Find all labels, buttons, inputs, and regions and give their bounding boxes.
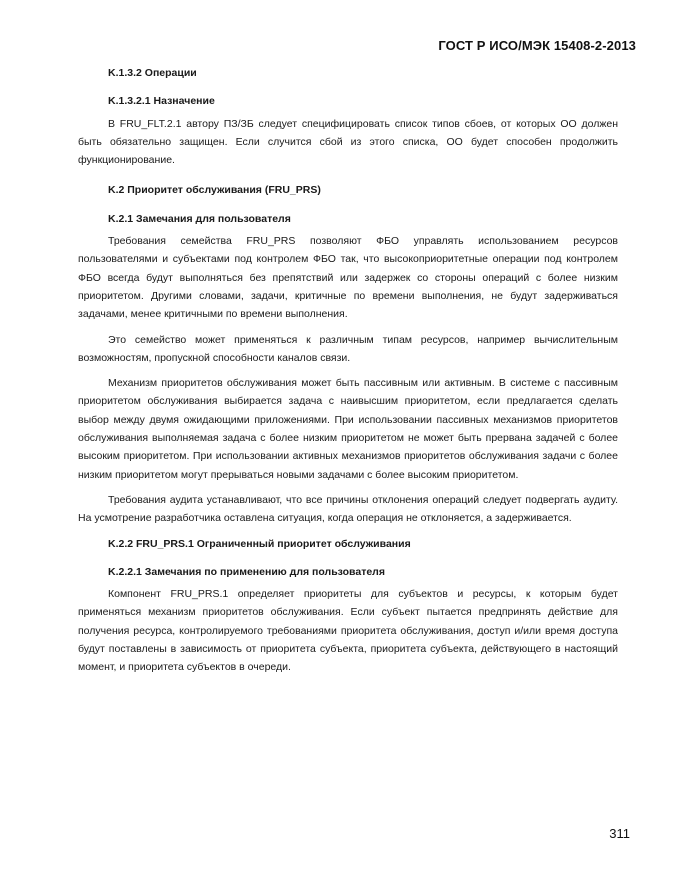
standard-header: ГОСТ Р ИСО/МЭК 15408-2-2013 [438, 38, 636, 53]
paragraph-k1321-1: В FRU_FLT.2.1 автору ПЗ/ЗБ следует специфицировать список типов сбоев, от которых ОО должен быть обязательно защищен. Если случится сбой из этого списка, ОО будет способен продолжить функционирование. [78, 117, 618, 167]
section-heading-k1321: K.1.3.2.1 Назначение [108, 95, 215, 108]
page-content [78, 64, 618, 677]
section-heading-k132: K.1.3.2 Операции [108, 67, 197, 79]
paragraph-k21-3: Механизм приоритетов обслуживания может быть пассивным или активным. В системе с пассивным приоритетом обслуживания выбирается задача с наивысшим приоритетом, если предлагается сделать выбор между двумя ожидающими приложениями. При использовании пассивных механизмов приоритетов обслуживания выполняемая задача с более низким приоритетом не может быть прервана задачей с более высоким приоритетом. При использовании активных механизмов приоритетов обслуживания задачи с более низким приоритетом могут прерываться новыми задачами с более высоким приоритетом. [78, 377, 618, 481]
paragraph-k21-4: Требования аудита устанавливают, что все причины отклонения операций следует подвергать аудиту. На усмотрение разработчика оставлена ситуация, когда операция не отклоняется, а задерживается. [78, 493, 618, 525]
paragraph-k221-1: Компонент FRU_PRS.1 определяет приоритеты для субъектов и ресурсы, к которым будет применяться механизм приоритетов обслуживания. Если субъект пытается предпринять действие для получения ресурса, контролируемого требованиями приоритета обслуживания, доступ и/или время доступа будут поставлены в зависимость от приоритета субъекта, приоритета субъекта, действующего в настоящий момент, и приоритета субъектов в очереди. [78, 588, 618, 674]
paragraph-k21-2: Это семейство может применяться к различным типам ресурсов, например вычислительным возможностям, пропускной способности каналов связи. [78, 333, 618, 364]
section-heading-k2: K.2 Приоритет обслуживания (FRU_PRS) [108, 184, 321, 197]
section-heading-k221: K.2.2.1 Замечания по применению для пользователя [108, 565, 385, 578]
section-heading-k21: K.2.1 Замечания для пользователя [108, 212, 291, 225]
page-number: 311 [609, 826, 630, 841]
paragraph-k21-1: Требования семейства FRU_PRS позволяют ФБО управлять использованием ресурсов пользователями и субъектами под контролем ФБО так, что высокоприоритетные операции под контролем ФБО всегда будут выполняться без препятствий или задержек со стороны операций с более низким приоритетом. Другими словами, задачи, критичные по времени выполнения, не будут задерживаться задачами, менее критичными по времени выполнения. [78, 235, 618, 321]
section-heading-k22: K.2.2 FRU_PRS.1 Ограниченный приоритет обслуживания [108, 537, 411, 550]
